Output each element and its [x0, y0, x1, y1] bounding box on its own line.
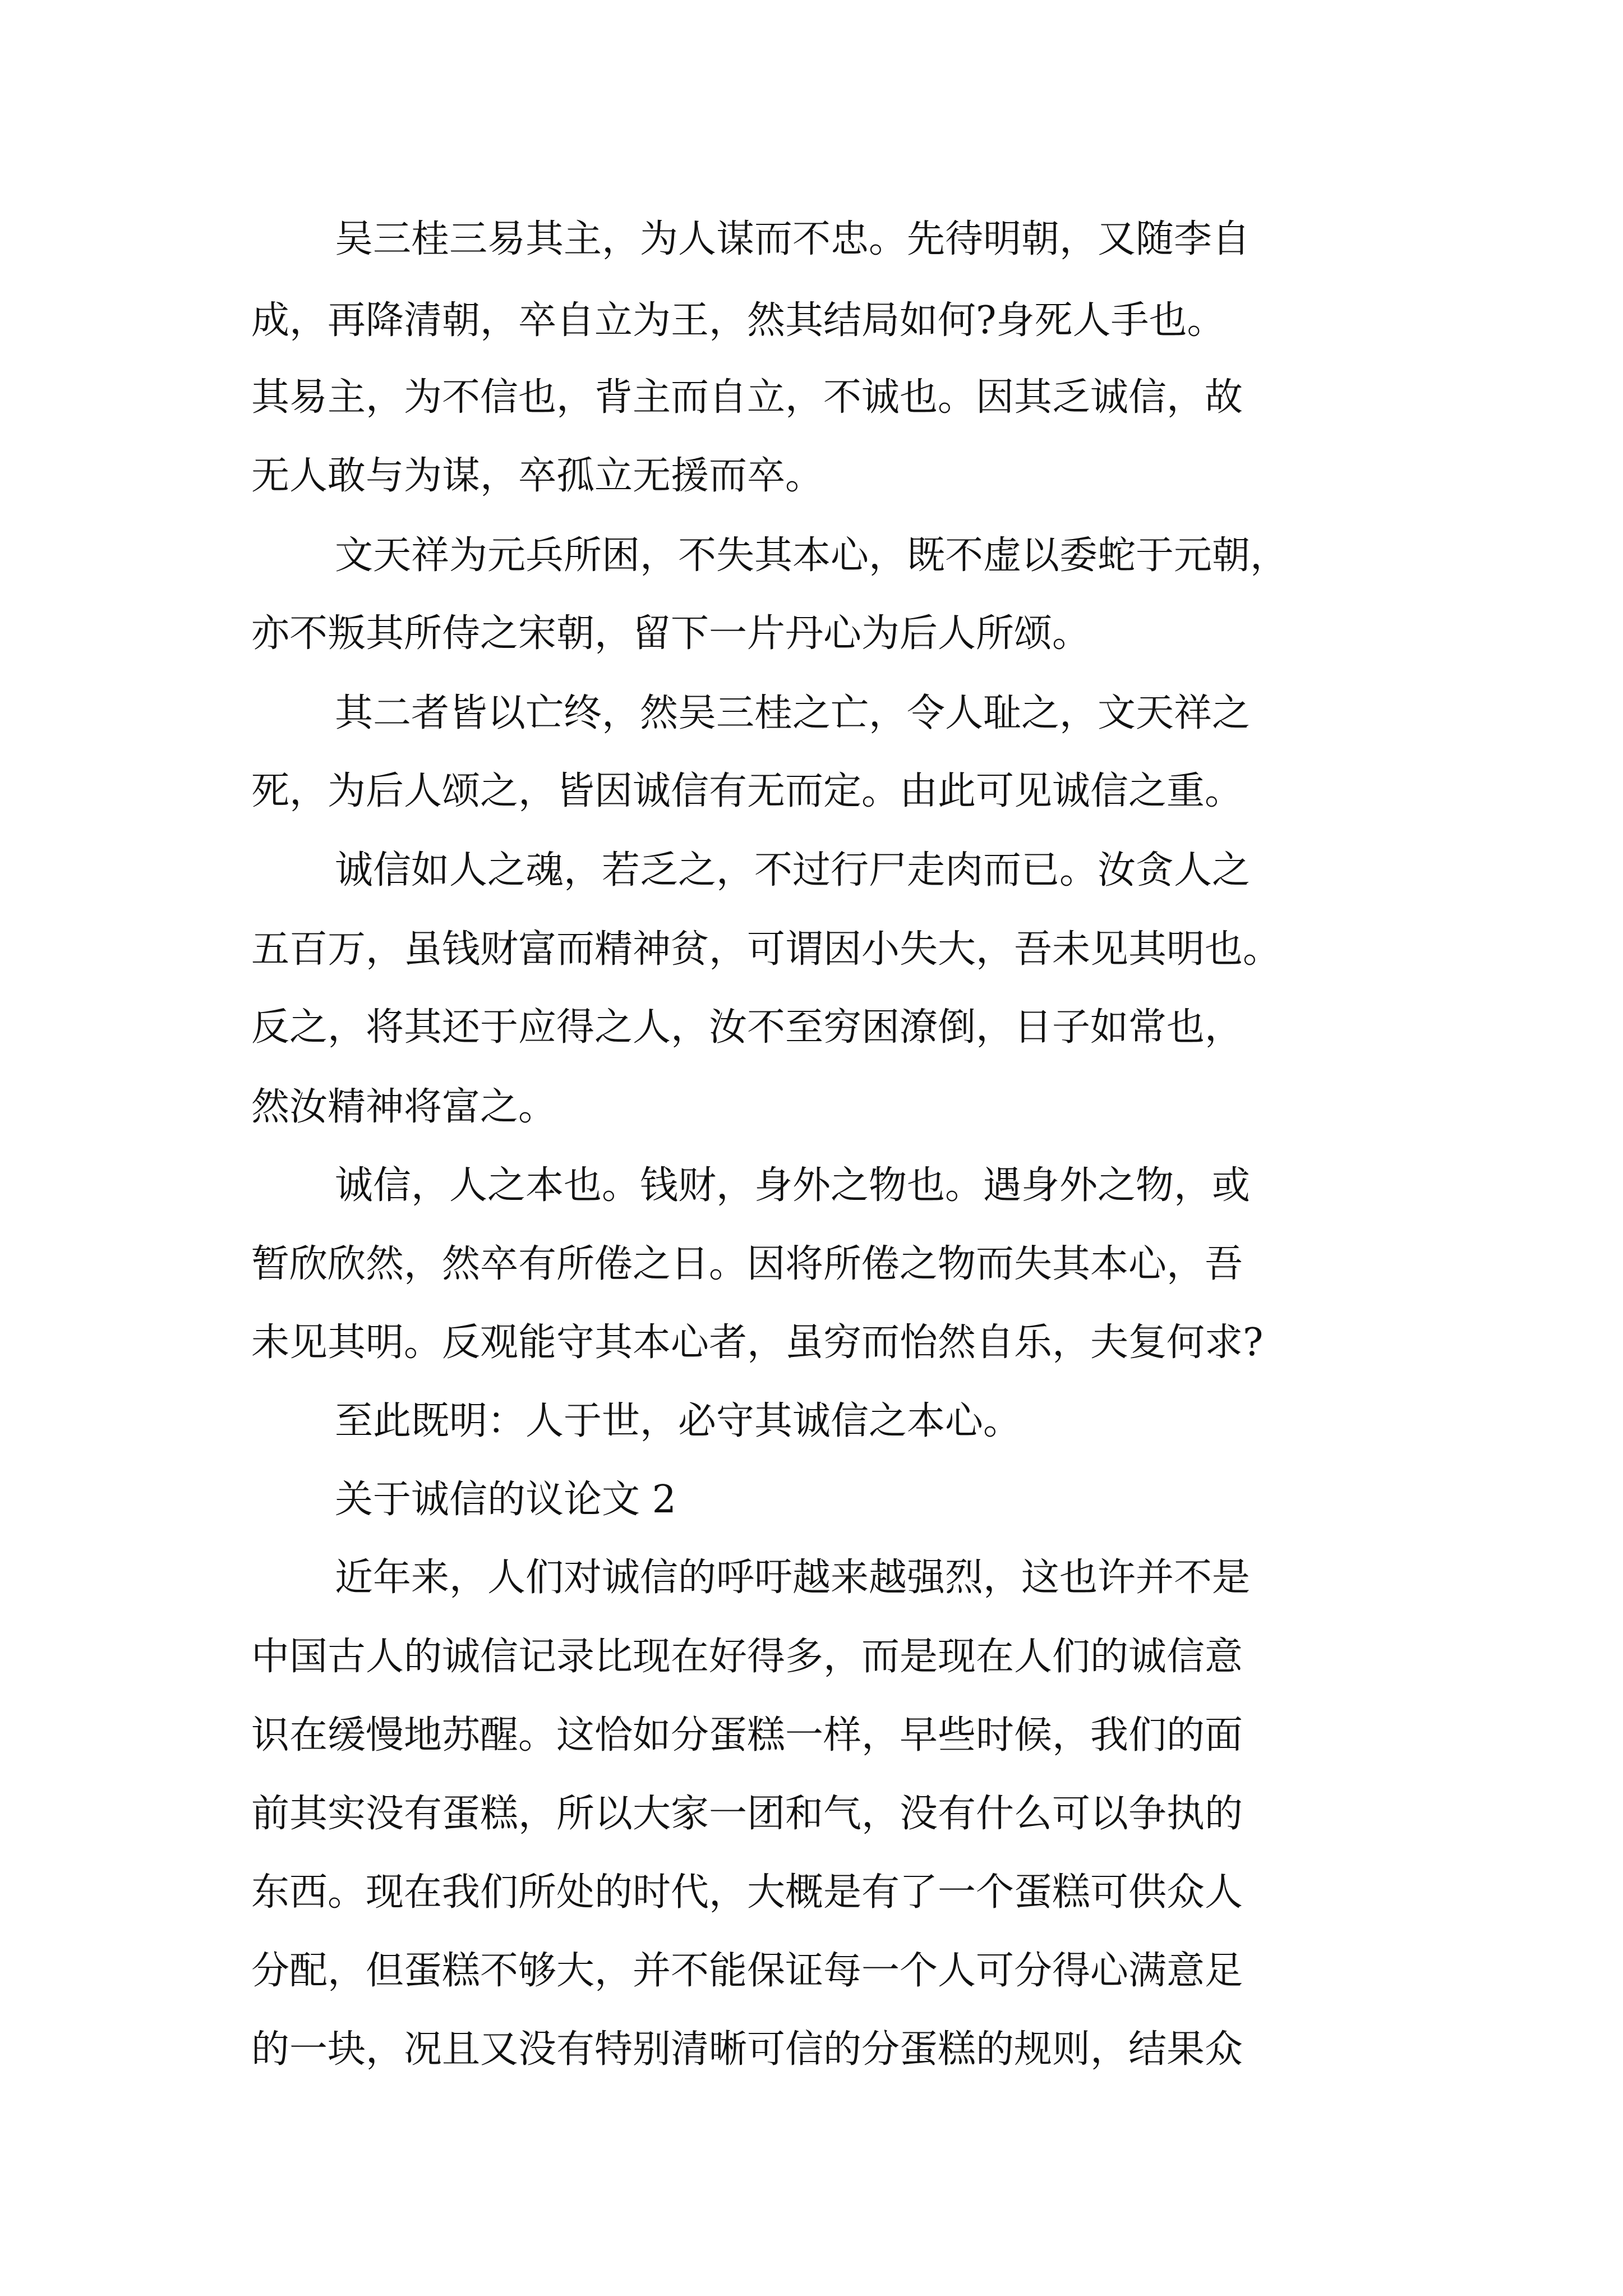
- text-line: 中国古人的诚信记录比现在好得多，而是现在人们的诚信意: [251, 1635, 1243, 1679]
- text-line: 识在缓慢地苏醒。这恰如分蛋糕一样，早些时候，我们的面: [251, 1713, 1243, 1757]
- section-heading: 关于诚信的议论文 2: [335, 1478, 676, 1522]
- text-line: 分配，但蛋糕不够大，并不能保证每一个人可分得心满意足: [251, 1949, 1243, 1993]
- text-line: 反之，将其还于应得之人，汝不至穷困潦倒，日子如常也，: [251, 1005, 1243, 1050]
- text-line: 未见其明。反观能守其本心者，虽穷而怡然自乐，夫复何求?: [251, 1320, 1264, 1365]
- text-line: 近年来，人们对诚信的呼吁越来越强烈，这也许并不是: [335, 1556, 1251, 1600]
- text-line: 其二者皆以亡终，然吴三桂之亡，令人耻之，文天祥之: [335, 691, 1251, 735]
- text-line: 其易主，为不信也，背主而自立，不诚也。因其乏诚信，故: [251, 375, 1243, 420]
- text-line: 前其实没有蛋糕，所以大家一团和气，没有什么可以争执的: [251, 1792, 1243, 1836]
- text-line: 暂欣欣然，然卒有所倦之日。因将所倦之物而失其本心，吾: [251, 1242, 1243, 1286]
- text-line: 至此既明：人于世，必守其诚信之本心。: [335, 1399, 1022, 1443]
- text-line: 东西。现在我们所处的时代，大概是有了一个蛋糕可供众人: [251, 1870, 1243, 1915]
- text-line: 吴三桂三易其主，为人谋而不忠。先待明朝，又随李自: [335, 217, 1251, 261]
- text-line: 然汝精神将富之。: [251, 1085, 557, 1129]
- text-line: 成，再降清朝，卒自立为王，然其结局如何?身死人手也。: [251, 298, 1225, 343]
- text-line: 无人敢与为谋，卒孤立无援而卒。: [251, 454, 824, 498]
- text-line: 死，为后人颂之，皆因诚信有无而定。由此可见诚信之重。: [251, 769, 1243, 813]
- text-line: 五百万，虽钱财富而精神贫，可谓因小失大，吾未见其明也。: [251, 927, 1281, 972]
- text-line: 的一块，况且又没有特别清晰可信的分蛋糕的规则，结果众: [251, 2027, 1243, 2072]
- text-line: 文天祥为元兵所困，不失其本心，既不虚以委蛇于元朝，: [335, 533, 1289, 578]
- text-line: 亦不叛其所侍之宋朝，留下一片丹心为后人所颂。: [251, 611, 1091, 656]
- text-line: 诚信，人之本也。钱财，身外之物也。遇身外之物，或: [335, 1163, 1251, 1208]
- text-line: 诚信如人之魂，若乏之，不过行尸走肉而已。汝贪人之: [335, 848, 1251, 892]
